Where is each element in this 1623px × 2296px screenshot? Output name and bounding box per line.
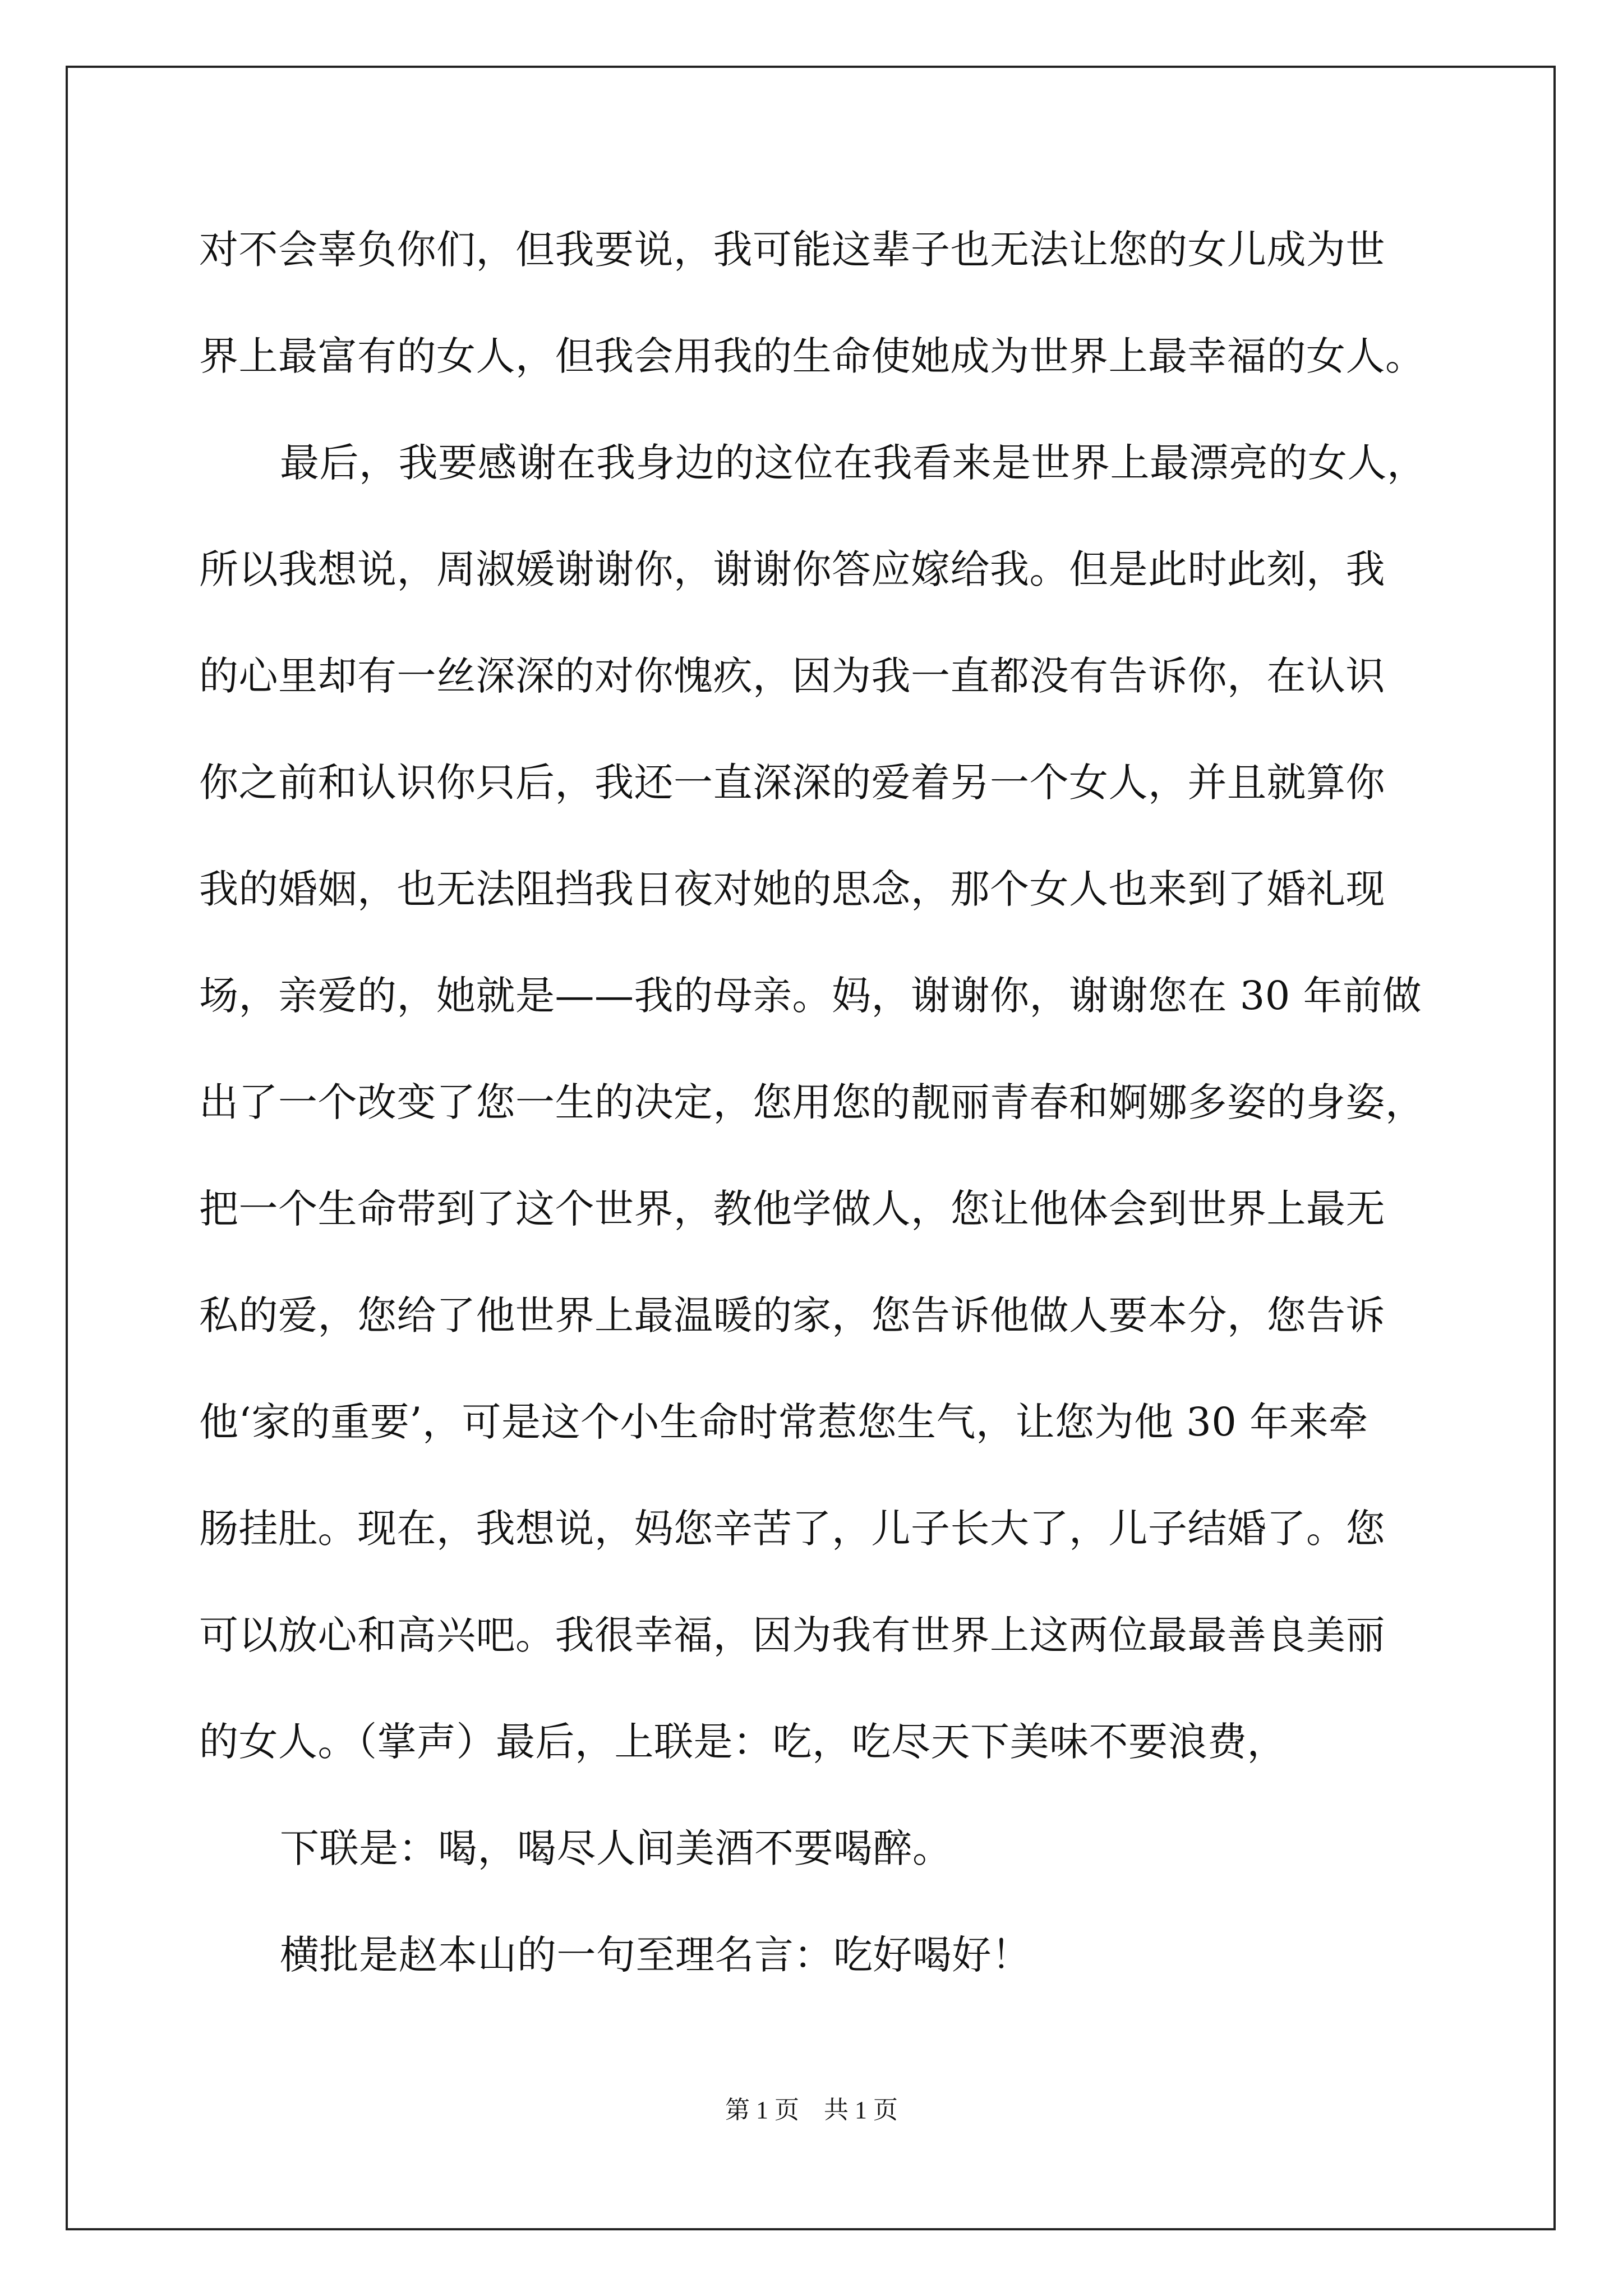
text-line: 界上最富有的女人，但我会用我的生命使她成为世界上最幸福的女人。 (199, 333, 1425, 379)
page-number-footer: 第 1 页 共 1 页 (725, 2096, 898, 2124)
text-line: 可以放心和高兴吧。我很幸福，因为我有世界上这两位最最善良美丽 (199, 1612, 1385, 1658)
text-line: 最后，我要感谢在我身边的这位在我看来是世界上最漂亮的女人， (280, 440, 1427, 486)
text-line: 把一个生命带到了这个世界，教他学做人，您让他体会到世界上最无 (199, 1186, 1385, 1232)
text-line: 横批是赵本山的一句至理名言：吃好喝好！ (280, 1932, 1031, 1978)
text-line: 的女人。（掌声）最后，上联是：吃，吃尽天下美味不要浪费， (199, 1719, 1287, 1765)
text-line: 场，亲爱的，她就是——我的母亲。妈，谢谢你，谢谢您在 30 年前做 (199, 973, 1422, 1019)
text-line: 的心里却有一丝深深的对你愧疚，因为我一直都没有告诉你，在认识 (199, 653, 1385, 699)
document-body (199, 208, 1427, 2019)
text-line: 你之前和认识你只后，我还一直深深的爱着另一个女人，并且就算你 (199, 760, 1385, 806)
text-line: 肠挂肚。现在，我想说，妈您辛苦了，儿子长大了，儿子结婚了。您 (199, 1506, 1385, 1552)
text-line: 对不会辜负你们，但我要说，我可能这辈子也无法让您的女儿成为世 (199, 227, 1385, 273)
text-line: 他‘家的重要’，可是这个小生命时常惹您生气，让您为他 30 年来牵 (199, 1399, 1368, 1445)
text-line: 出了一个改变了您一生的决定，您用您的靓丽青春和婀娜多姿的身姿， (199, 1079, 1425, 1125)
text-line: 私的爱，您给了他世界上最温暖的家，您告诉他做人要本分，您告诉 (199, 1292, 1385, 1338)
text-line: 所以我想说，周淑媛谢谢你，谢谢你答应嫁给我。但是此时此刻，我 (199, 546, 1385, 592)
text-line: 下联是：喝，喝尽人间美酒不要喝醉。 (280, 1825, 952, 1871)
text-line: 我的婚姻，也无法阻挡我日夜对她的思念，那个女人也来到了婚礼现 (199, 866, 1385, 912)
